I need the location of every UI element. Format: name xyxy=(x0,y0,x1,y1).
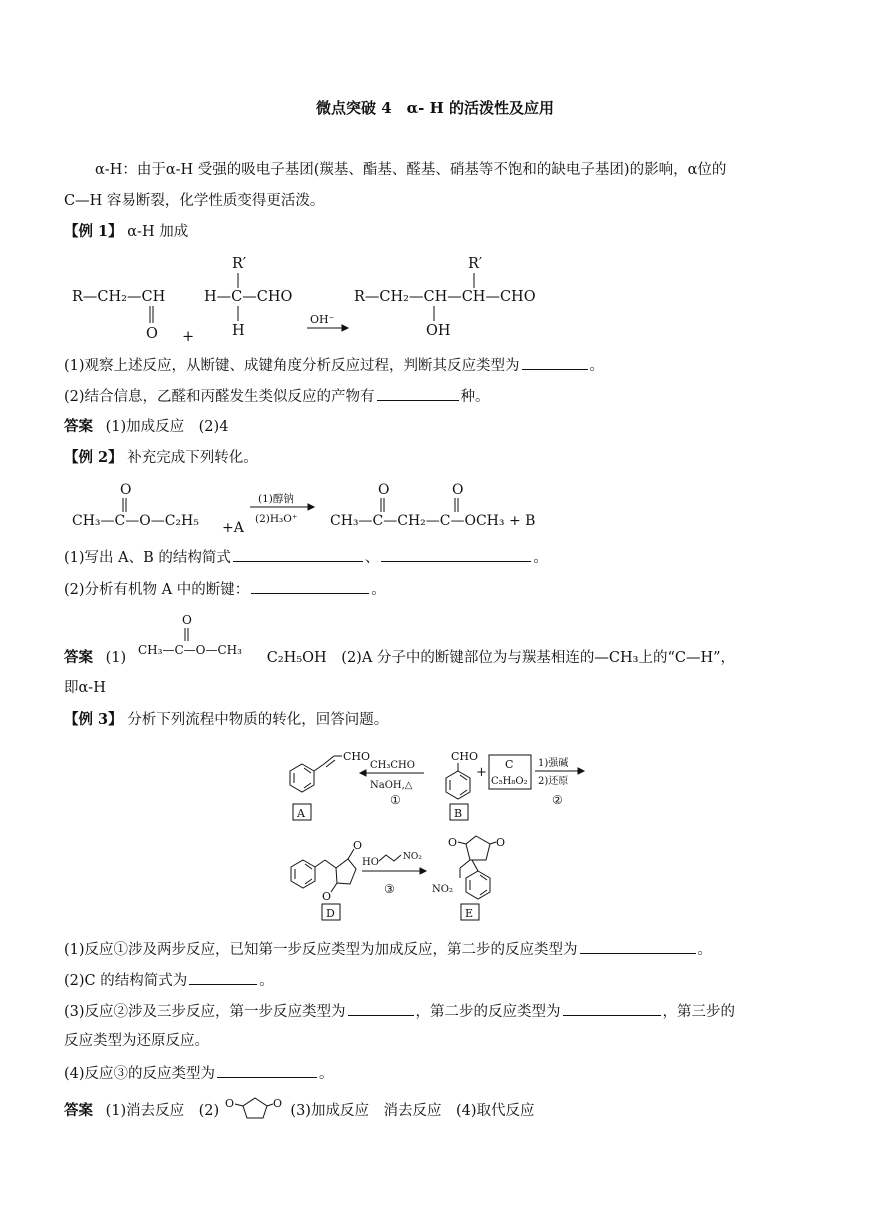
ex2-q1-text: (1)写出 A、B 的结构简式 xyxy=(64,550,231,566)
ex1-reactant1-o: O xyxy=(146,326,158,342)
ex2-answer-struct: CH₃—C—O—CH₃ xyxy=(138,643,242,657)
example3-scheme xyxy=(0,738,870,928)
compound-d xyxy=(291,839,362,920)
example2-answer xyxy=(64,648,735,668)
e-co1 xyxy=(458,842,466,844)
a-box-label: A xyxy=(297,807,305,820)
example2-reaction xyxy=(0,474,870,540)
e-ch2 xyxy=(472,860,478,871)
example1-reaction xyxy=(0,245,870,350)
ex1-condition: OH⁻ xyxy=(310,313,335,326)
page-title: 微点突破 4 α- H 的活泼性及应用 xyxy=(315,99,555,117)
ex1-q2-end: 种。 xyxy=(460,389,490,405)
ex3-plus: + xyxy=(476,765,487,780)
ex1-product-top: R′ xyxy=(468,256,483,272)
compound-a xyxy=(290,750,370,820)
d-ch2-2 xyxy=(325,860,336,868)
ex2-answer-num: (1) xyxy=(105,650,127,666)
reagent-chain xyxy=(379,855,401,861)
ex3-q1-end: 。 xyxy=(697,942,713,958)
ex2-arrow-head xyxy=(308,504,314,510)
ex1-q1-blank[interactable] xyxy=(522,354,588,370)
example3-topic: 分析下列流程中物质的转化，回答问题。 xyxy=(127,712,389,728)
example3-question-1 xyxy=(64,938,712,960)
example1-topic: α-H 加成 xyxy=(127,224,189,240)
example3-question-3-line-2: 反应类型为还原反应。 xyxy=(64,1033,209,1049)
ex2-cond-1: (1)醇钠 xyxy=(258,493,294,505)
ex3-q3-text: (3)反应②涉及三步反应，第一步反应类型为 xyxy=(64,1004,346,1020)
a-chain-2 xyxy=(324,756,334,764)
example3-question-3 xyxy=(64,1000,735,1022)
ex3-answer-b: (3)加成反应 消去反应 (4)取代反应 xyxy=(290,1103,535,1119)
ex3-q3-end: ，第三步的 xyxy=(662,1004,736,1020)
example1-question-2 xyxy=(64,385,490,407)
compound-b xyxy=(446,750,478,820)
ex2-answer-struct-o: O xyxy=(182,613,192,627)
ex3-answer-label: 答案 xyxy=(64,1102,93,1119)
ex3-answer-o1: O xyxy=(225,1097,235,1110)
compound-e xyxy=(432,836,505,920)
ex2-reactant-o: O xyxy=(120,482,132,498)
ex3-q2-end: 。 xyxy=(259,973,274,989)
d-cyclopentane xyxy=(336,859,356,884)
e-o1: O xyxy=(448,836,458,849)
ex2-reactant: CH₃—C—O—C₂H₅ xyxy=(72,513,199,529)
ex1-q2-text: (2)结合信息，乙醛和丙醛发生类似反应的产物有 xyxy=(64,389,375,405)
example3-answer xyxy=(64,1101,535,1121)
a-cho: CHO xyxy=(343,750,371,763)
ex1-q1-end: 。 xyxy=(589,358,605,374)
arrow2-bottom: 2)还原 xyxy=(538,776,569,787)
example2-label: 【例 2】 xyxy=(64,449,123,466)
ex3-q1-text: (1)反应①涉及两步反应，已知第一步反应类型为加成反应，第二步的反应类型为 xyxy=(64,942,578,958)
arrow3-number: ③ xyxy=(384,882,395,896)
example1-heading xyxy=(64,222,188,242)
ex2-cond-2: (2)H₃O⁺ xyxy=(255,513,298,525)
ex3-q3-blank-a[interactable] xyxy=(348,1000,414,1016)
ex3-q3-blank-b[interactable] xyxy=(563,1000,661,1016)
ex2-plus-a: +A xyxy=(222,520,244,536)
ex2-q2-end: 。 xyxy=(371,582,386,598)
b-box-label: B xyxy=(454,807,463,820)
ex2-product-o2: O xyxy=(452,482,464,498)
e-o2: O xyxy=(496,836,506,849)
example2-heading xyxy=(64,448,258,468)
ex3-answer-o2: O xyxy=(273,1097,283,1110)
example1-question-1 xyxy=(64,354,604,376)
ex1-product-bottom: OH xyxy=(426,323,451,339)
d-o1: O xyxy=(353,839,363,852)
reagent-no2: NO₂ xyxy=(403,852,422,862)
arrow1-number: ① xyxy=(390,793,401,807)
ex2-answer-rest: (2)A 分子中的断键部位为与羰基相连的—CH₃上的“C—H”， xyxy=(341,650,736,666)
ex3-q4-text: (4)反应③的反应类型为 xyxy=(64,1066,216,1082)
e-no2: NO₂ xyxy=(432,884,453,895)
ex3-q4-blank[interactable] xyxy=(217,1062,317,1078)
ex3-q1-blank[interactable] xyxy=(580,938,696,954)
ex1-reactant2-top: R′ xyxy=(232,256,247,272)
ex2-product-o1: O xyxy=(378,482,390,498)
arrow2-top: 1)强碱 xyxy=(538,758,569,769)
d-box-label: D xyxy=(326,907,335,920)
d-ch2-1 xyxy=(315,860,325,867)
example3-question-4 xyxy=(64,1062,334,1084)
arrow1-head xyxy=(360,770,366,776)
c-box-top: C xyxy=(505,758,514,771)
e-chain-1 xyxy=(460,860,470,868)
ex2-q1-blank-b[interactable] xyxy=(381,546,531,562)
e-cyclopentane xyxy=(466,836,490,860)
example2-question-2 xyxy=(64,578,386,600)
example1-label: 【例 1】 xyxy=(64,223,123,240)
arrow1-top: CH₃CHO xyxy=(370,760,415,771)
e-box-label: E xyxy=(465,907,474,920)
ex3-q4-end: 。 xyxy=(319,1066,334,1082)
d-co2 xyxy=(331,883,337,892)
ex1-plus: + xyxy=(182,329,195,345)
example3-heading xyxy=(64,710,388,730)
example3-question-2 xyxy=(64,969,274,991)
intro-line-1: α-H：由于α-H 受强的吸电子基团(羰基、酯基、醛基、硝基等不饱和的缺电子基团)的影响，α位的 xyxy=(95,162,727,178)
arrow3-head xyxy=(420,868,426,874)
b-cho: CHO xyxy=(451,750,479,763)
ex3-answer-co1 xyxy=(235,1104,243,1106)
ex2-answer-b: C₂H₅OH xyxy=(266,650,327,666)
ex3-answer-structure xyxy=(222,1088,288,1122)
arrow2-number: ② xyxy=(552,793,563,807)
ex2-product: CH₃—C—CH₂—C—OCH₃ + B xyxy=(330,513,536,529)
example2-question-1 xyxy=(64,546,548,568)
ex3-q2-text: (2)C 的结构简式为 xyxy=(64,973,188,989)
arrow1-bottom: NaOH,△ xyxy=(370,780,413,791)
ex2-answer-label: 答案 xyxy=(64,649,93,666)
ex1-arrow-head xyxy=(342,325,348,331)
ex3-q2-blank[interactable] xyxy=(189,969,257,985)
ex3-answer-ring xyxy=(243,1098,267,1118)
reagent-ho: HO xyxy=(362,857,379,868)
ex2-q1-blank-a[interactable] xyxy=(233,546,363,562)
example3-label: 【例 3】 xyxy=(64,711,123,728)
ex1-product: R—CH₂—CH—CH—CHO xyxy=(354,289,536,305)
example1-answer xyxy=(64,417,228,437)
example2-answer-line-2: 即α-H xyxy=(64,680,106,696)
ex1-q1-text: (1)观察上述反应，从断键、成键角度分析反应过程，判断其反应类型为 xyxy=(64,358,520,374)
ex3-answer-a: (1)消去反应 (2) xyxy=(105,1103,220,1119)
d-o2: O xyxy=(322,890,332,903)
ex3-q3-mid: ，第二步的反应类型为 xyxy=(415,1004,561,1020)
ex2-q2-blank[interactable] xyxy=(251,578,369,594)
ex2-q2-text: (2)分析有机物 A 中的断键： xyxy=(64,582,250,598)
ex1-reactant1: R—CH₂—CH xyxy=(72,289,166,305)
arrow2-head xyxy=(578,768,584,774)
ex2-q1-sep: 、 xyxy=(364,550,380,566)
ex1-q2-blank[interactable] xyxy=(377,385,459,401)
ex1-answer-label: 答案 xyxy=(64,418,93,435)
example2-topic: 补充完成下列转化。 xyxy=(127,450,258,466)
ex2-q1-end: 。 xyxy=(533,550,548,566)
ex1-answer-text: (1)加成反应 (2)4 xyxy=(105,419,229,435)
a-chain-1 xyxy=(314,764,324,771)
c-box-bottom: C₅H₈O₂ xyxy=(491,776,528,787)
ex1-reactant2-bottom: H xyxy=(232,323,245,339)
ex1-reactant2: H—C—CHO xyxy=(204,289,293,305)
intro-line-2: C—H 容易断裂，化学性质变得更活泼。 xyxy=(64,193,325,209)
